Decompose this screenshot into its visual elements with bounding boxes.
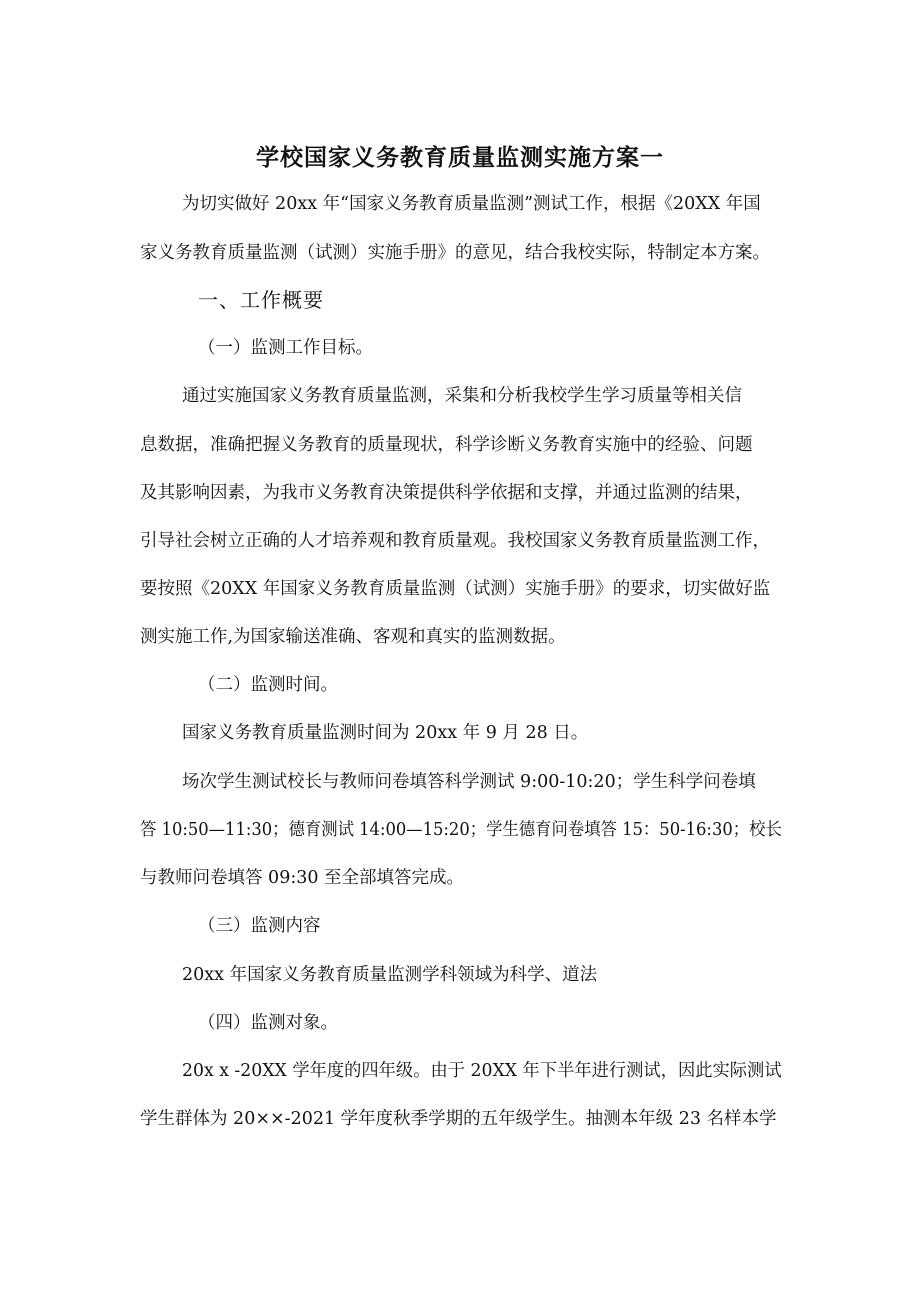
sub-1-line-2: 息数据，准确把握义务教育的质量现状，科学诊断义务教育实施中的经验、问题 [140,435,753,455]
sub-4-line-1: 20x x -20XX 学年度的四年级。由于 20XX 年下半年进行测试，因此实际测试 [182,1061,782,1081]
section-1-heading: 一、工作概要 [198,288,324,312]
document-title: 学校国家义务教育质量监测实施方案一 [256,145,664,171]
sub-1-line-3: 及其影响因素，为我市义务教育决策提供科学依据和支撑，并通过监测的结果， [140,483,753,503]
sub-1-line-1: 通过实施国家义务教育质量监测，采集和分析我校学生学习质量等相关信 [182,386,742,406]
sub-1-line-6: 测实施工作,为国家输送准确、客观和真实的监测数据。 [140,627,566,647]
sub-1-line-5: 要按照《20XX 年国家义务教育质量监测（试测）实施手册》的要求，切实做好监 [140,579,771,599]
intro-line-2: 家义务教育质量监测（试测）实施手册》的意见，结合我校实际，特制定本方案。 [140,243,770,263]
sub-3-body: 20xx 年国家义务教育质量监测学科领域为科学、道法 [182,965,598,985]
sub-2-line-1: 国家义务教育质量监测时间为 20xx 年 9 月 28 日。 [182,723,589,743]
sub-2-body-line-2: 答 10:50—11:30；德育测试 14:00—15:20；学生德育问卷填答 15：50-16:30；校长 [140,820,782,840]
intro-line-1: 为切实做好 20xx 年“国家义务教育质量监测”测试工作，根据《20XX 年国 [182,194,761,214]
sub-2-body-line-3: 与教师问卷填答 09:30 至全部填答完成。 [140,868,465,888]
sub-1-heading: （一）监测工作目标。 [198,338,373,358]
sub-2-heading: （二）监测时间。 [198,675,338,695]
sub-3-heading: （三）监测内容 [198,916,321,936]
sub-1-line-4: 引导社会树立正确的人才培养观和教育质量观。我校国家义务教育质量监测工作， [140,531,770,551]
sub-2-body-line-1: 场次学生测试校长与教师问卷填答科学测试 9:00-10:20；学生科学问卷填 [182,772,756,792]
sub-4-line-2: 学生群体为 20××-2021 学年度秋季学期的五年级学生。抽测本年级 23 名样本学 [140,1109,777,1129]
sub-4-heading: （四）监测对象。 [198,1013,338,1033]
